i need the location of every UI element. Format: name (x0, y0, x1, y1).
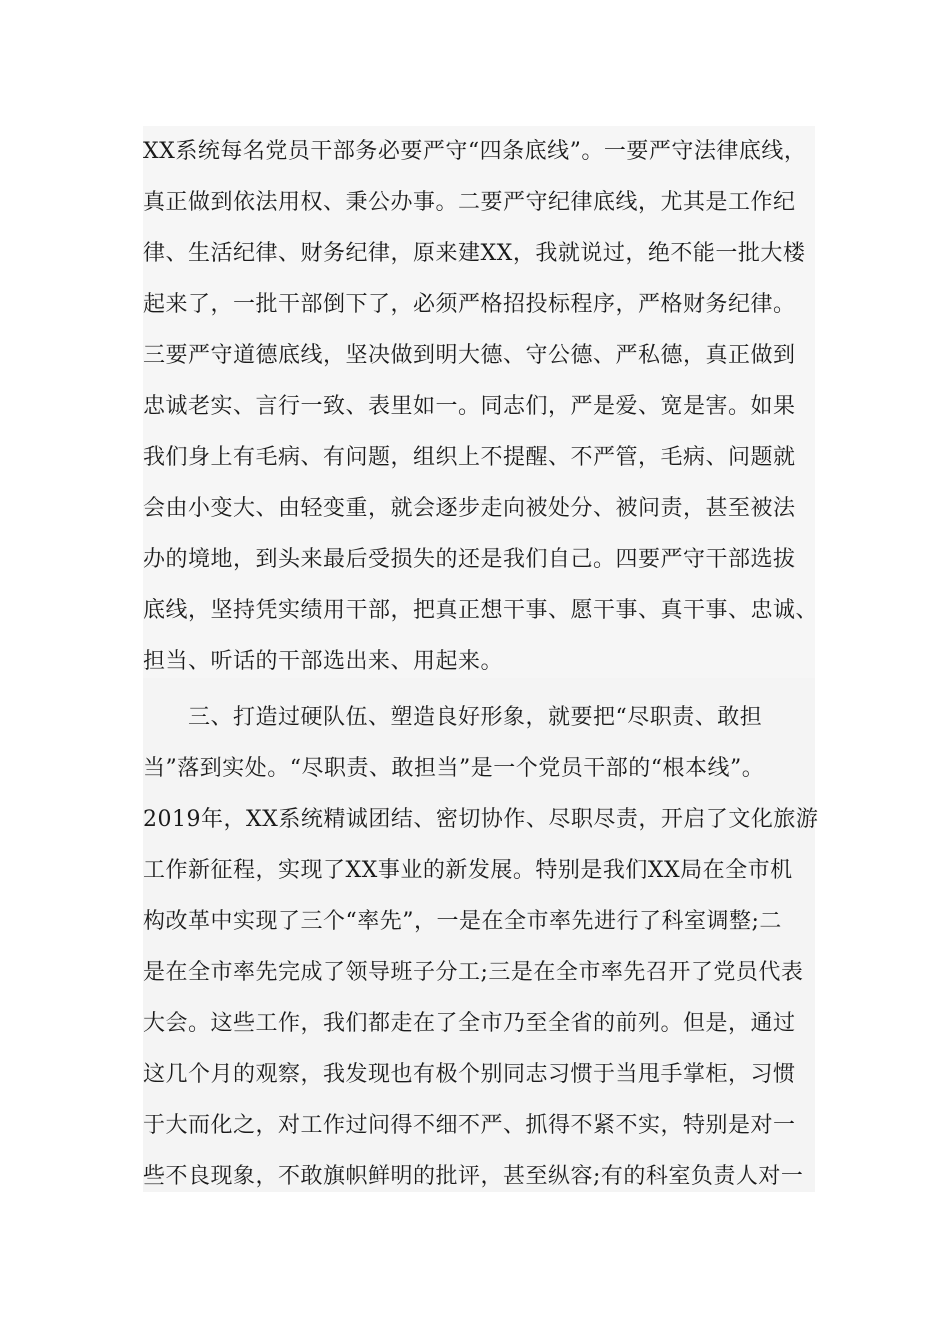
paragraph-line: 我们身上有毛病、有问题，组织上不提醒、不严管，毛病、问题就 (143, 445, 796, 470)
paragraph-line: 构改革中实现了三个“率先”，一是在全市率先进行了科室调整;二 (143, 909, 782, 934)
paragraph-line: 工作新征程，实现了XX事业的新发展。特别是我们XX局在全市机 (143, 858, 793, 883)
paragraph-line: 是在全市率先完成了领导班子分工;三是在全市率先召开了党员代表 (143, 960, 804, 985)
paragraph-line: 大会。这些工作，我们都走在了全市乃至全省的前列。但是，通过 (143, 1011, 796, 1036)
paragraph-line: 律、生活纪律、财务纪律，原来建XX，我就说过，绝不能一批大楼 (143, 241, 806, 266)
paragraph-line: 2019年，XX系统精诚团结、密切协作、尽职尽责，开启了文化旅游 (143, 807, 819, 832)
paragraph-line: 三、打造过硬队伍、塑造良好形象，就要把“尽职责、敢担 (143, 705, 763, 730)
paragraph-line: XX系统每名党员干部务必要严守“四条底线”。一要严守法律底线， (143, 139, 807, 164)
paragraph-line: 三要严守道德底线，坚决做到明大德、守公德、严私德，真正做到 (143, 343, 796, 368)
paragraph-2 (143, 678, 819, 1192)
paragraph-1 (143, 126, 819, 678)
paragraph-line: 起来了，一批干部倒下了，必须严格招投标程序，严格财务纪律。 (143, 292, 796, 317)
paragraph-line: 于大而化之，对工作过问得不细不严、抓得不紧不实，特别是对一 (143, 1113, 796, 1138)
paragraph-line: 这几个月的观察，我发现也有极个别同志习惯于当甩手掌柜，习惯 (143, 1062, 796, 1087)
paragraph-line: 底线，坚持凭实绩用干部，把真正想干事、愿干事、真干事、忠诚、 (143, 598, 819, 623)
paragraph-line: 会由小变大、由轻变重，就会逐步走向被处分、被问责，甚至被法 (143, 496, 796, 521)
paragraph-line: 真正做到依法用权、秉公办事。二要严守纪律底线，尤其是工作纪 (143, 190, 796, 215)
paragraph-line: 当”落到实处。“尽职责、敢担当”是一个党员干部的“根本线”。 (143, 756, 765, 781)
paragraph-line: 办的境地，到头来最后受损失的还是我们自己。四要严守干部选拔 (143, 547, 796, 572)
paragraph-line: 些不良现象，不敢旗帜鲜明的批评，甚至纵容;有的科室负责人对一 (143, 1164, 804, 1189)
paragraph-line: 担当、听话的干部选出来、用起来。 (143, 649, 504, 674)
paragraph-line: 忠诚老实、言行一致、表里如一。同志们，严是爱、宽是害。如果 (143, 394, 796, 419)
